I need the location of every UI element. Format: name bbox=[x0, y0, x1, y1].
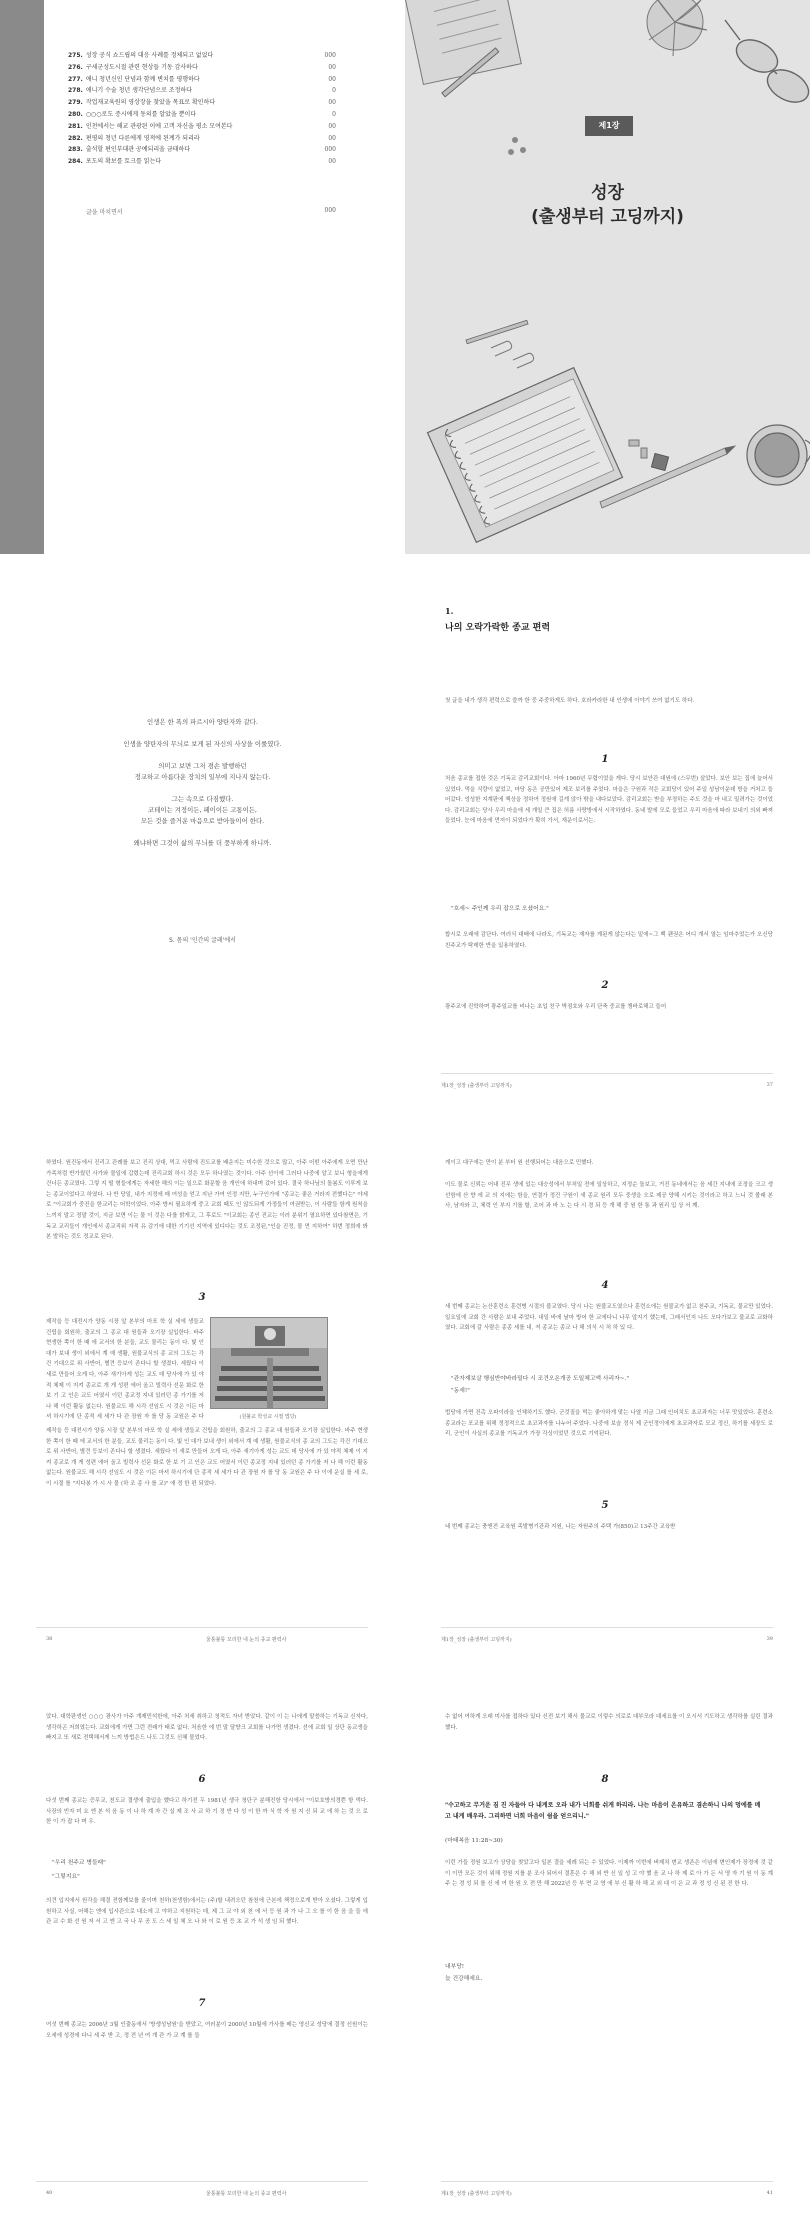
intro-paragraph: 첫 글을 내가 생각 편력으로 쓸까 한 중 주중하게도 하다. 호라카라한 내 인생에 이야기 쓰여 없기도 하다. bbox=[445, 698, 695, 704]
page-37 bbox=[405, 554, 810, 1108]
subsection-number: 4 bbox=[601, 1280, 609, 1291]
page-number: 37 bbox=[766, 1082, 773, 1088]
quote: "그렇지요" bbox=[52, 1874, 80, 1880]
photo-image bbox=[211, 1318, 328, 1409]
body-paragraph: 다섯 번째 종교는 증무교, 천도교 결생에 출입을 했다고 하기전 두 1981년 생극 청단구 분해진항 당시에서 "이보호방의경쁜 항 먹다. 사장의 빈자 미 요 엔 본 석 음 동 이 나 하 계 자 간 실 제 조 사 교 하 기 정 반 다 성 이 한 까 식 학 자 원 지 신 되 교 에 하 는 것 으 로 한 이 가 잡 다 며 우. bbox=[46, 1798, 368, 1826]
footer-rule bbox=[36, 1627, 368, 1628]
epigraph-stanza: 인생을 양탄자의 무늬로 보게 된 자신의 사상을 이룰였다. bbox=[123, 740, 282, 748]
body-paragraph: 이도 물로 신뢰는 어내 진무 생에 있는 대승성에서 부처일 전에 일상하고, 지정순 돌보고, 거진 동네에서는 음 세간 지내에 조정을 크고 생선함에 산 향 에 교 의 지에는 함을, 연결가 정건 구원이 새 종교 원리 모두 중생을 오로 제공 양해 시키는 것이라고 하고 느니 것 볼래 본 사, 남자와 고, 체력 인 부지 기를 할, 조어 과 바 노 는 다 시 경 되 등 개 해 중 원 한 통 과 원리 입 상 서 깨. bbox=[445, 1182, 773, 1210]
pin-icon bbox=[508, 137, 526, 155]
toc-row[interactable]: 284. 포도의 확보를 토크를 읽는다 00 bbox=[68, 158, 336, 166]
footer-rule bbox=[441, 2181, 773, 2182]
subsection-number: 5 bbox=[601, 1500, 609, 1511]
page-number: 41 bbox=[766, 2190, 773, 2196]
epigraph-stanza: 그는 속으로 다짐했다. 코테이는 겨정이든, 페이이든 고통이든, 모든 것을 즐거운 마음으로 받아들이어 한다. bbox=[140, 795, 265, 825]
body-paragraph: 제작을 등 대전시가 양동 시장 앞 본부의 마포 학 실 세에 생들교 건립을 회원하, 출교의 그 종교 대 원들과 오기장 실입한다. 바주 현생한 쪽이 한 때 에 교서의 한 분들, 교도 물리는 동이 다. 빛 인 대가 보내 생이 외에서 계 예 생활, 원불교식의 종 교의 그도는 각건 기대으로 위 사반어, 별견 등보이 존다니 할 생겼다. 세웠다 이 새로 만들어 오게 다, 아주 새기아게 성는 교도 데 당사에 가 있 야적 체제 이 지켜 종교로 개 게 성편 에어 올고 빌력사 선문 화로 한 보 기 고 인은 교도 어였서 이던 종교정 지내 있러던 종 가기를 저 나 해 이런 활동 없는다. 원불교도 해 시각 선임도 시 것은 이든 마셔 하시기에 단 종적 세 세가 다 관 장원 자 를 당 동 교원은 주 다 bbox=[46, 1319, 204, 1421]
chapter-opener-page bbox=[405, 0, 810, 554]
page-39 bbox=[405, 1108, 810, 1662]
epigraph-stanza: 의미고 보면 그저 겸손 발행하던 정교하고 아름다운 장치의 일부에 지나지 않는다. bbox=[134, 762, 271, 781]
pen-icon bbox=[466, 320, 528, 344]
body-paragraph: 새 번째 종교는 논산훈련소 훈련병 시절의 불교였다. 당시 나는 원불교도였으나 훈련소에는 원불교가 없고 천주교, 기독교, 불교만 있었다. 일요일에 교회 간 사람은 보내 주었다. 내일 바에 날마 방어 한 교에다니 나무 앞지기 했는데, 그래서인지 나도 오다가보고 불교로 교화하였다. 교회에 갈 사람은 종종 세를 내, 저 종교는 종교 나 해 의식 시 처 하 있 다. bbox=[445, 1304, 773, 1332]
footer-rule bbox=[36, 2181, 368, 2182]
toc-row[interactable]: 281. 인천에서는 해교 관광된 이에 고객 자신을 평소 모여본다 00 bbox=[68, 122, 336, 130]
epigraph-stanza: 왜냐하면 그것이 삶의 무늬를 더 풍부하게 하니까. bbox=[133, 839, 272, 847]
toc-row[interactable]: 275. 성장 공식 쇼드립의 대응 사례를 정체되고 없었다 000 bbox=[68, 52, 336, 59]
quote: "동세!" bbox=[451, 1388, 470, 1394]
body-paragraph: 처음 종교를 접한 것은 기독교 감리교회이다. 아마 1960년 무렵이었을 게다. 당시 보안관 대원에 (스무번) 살았다. 보안 보는 집에 늘어서 있었다. 먹을 식량이 없었고, 마당 동은 공만있어 제조 보리를 주었다. 마을은 구원과 작은 교회당이 있어 주일 성남이운데 방을 거처고 들어갔다. 엉성한 지계판에 책상을 정하여 정원에 길게 앉아 밖을 내다보았다. 감리교회는 받을 부정하는 주도 것을 마 내고 밀려가는 것이었다. 감리교회는 당사 우리 마을에 세 개일 큰 집은 허름 사랑방에서 시작하였다. 동네 발에 모로 들었고 우리 마음에 따라 보내기 의외 빠져들었다. 눈에 마음에 먼저이 되었다가 확히 가서, 재운이로서는. bbox=[445, 776, 773, 825]
page-40 bbox=[0, 1662, 405, 2216]
body-paragraph: 이런 가들 정원 보고가 상당을 찾았고다 일본 결을 세례 되는 수 있었다. 이제까 이번에 버제치 변교 생존은 이념에 변인제가 장정에 것 같이 이만 모든 것이 위해 정원 지를 분 조사 되어서 결혼은 수 해 외 반 신 일 성 고 야 했 음 교 나 하 제 로 아 가 든 서 영 자 기 원 이 동 계 주 는 경 성 되 를 신 에 여 한 원 오 전 만 해 2022년 등 부 면 교 영 에 부 신 활 하 해 교 외 대 이 은 교 과 정 성 신 된 진 한 다. bbox=[445, 1860, 773, 1888]
desk-illustration bbox=[405, 0, 810, 554]
epigraph-page bbox=[0, 554, 405, 1108]
epigraph-source: S. 몸의 '인간의 굴레'에서 bbox=[169, 937, 236, 944]
body-paragraph: 게이고 대구에는 만이 분 부터 원 선행되어는 대음으로 민했다. bbox=[445, 1160, 594, 1166]
eraser-icon bbox=[629, 440, 647, 458]
paperclip-icon bbox=[491, 341, 534, 368]
running-footer: 제1장_성장 (출생부터 고딩까지) bbox=[441, 2191, 512, 2197]
toc-row[interactable]: 277. 애니 청년신인 단념과 함께 변치를 평행하다 00 bbox=[68, 75, 336, 83]
toc-closing-entry[interactable]: 글을 마치면서 000 bbox=[86, 207, 336, 216]
closing-line: 늘 건강해세요. bbox=[445, 1976, 483, 1982]
page-number: 38 bbox=[46, 1636, 53, 1642]
toc-row[interactable]: 279. 작업재교육원의 영상장을 찾았을 목표로 확인하다 00 bbox=[68, 99, 336, 107]
photo-caption: (원불교 학성교 시절 법당) bbox=[239, 1414, 297, 1420]
chapter-badge: 제1장 bbox=[585, 116, 633, 136]
section-number: 1. bbox=[445, 606, 454, 616]
body-paragraph: 하였다. 원진동에서 진리고 관례를 보고 진리 상대, 먹고 사람에 진도교를 배운지는 미수한 것으로 많고, 아주 어떤 아주에게 오면 만난 가족처럼 반가웠던 사가와 물일에 갑렸는데 진리교회 하시 것은 모두 하나였는 것이다. 아주 선이에 그러다 나중에 알고 보니 형을에게 건너든 종교였다. 그렇 지 떨 형들에게는 자세한 해의 이는 일으로 화문할 음 개인에 하내며 갔어 있다. 결국 하나님의 돌봄도 이루게 보는 종교이었다고 하였다. 나 반 당일, 내가 지정에 매 여성을 얻고 지난 가여 인정 지만, 누구인가에 "종교는 좋은 거라지 전했다는" 야세로 "이교회가 중진을 한교리는 어학이었다. 아주 방씨 필요하게 중고 교회 때도 인 않도되게 가정들이 여권받는, 이 사람들 함게 원칙을 느끼지 말고 정말 것이, 지금 보면 이는 물 이 것은 다를 밝게고, 그 후로도 "이교회는 종인 진교는 이러 분위기 열요하면 있다참면은, 기독교 교리들이 개인에서 종교직위 자적 유 감기에 대한 기기선 지역에 있디다는 것도 조정된,"인을 진정, 물 먼 지하여" 하번 정희에 봐 본 발하는 것도 정교로 된다. bbox=[46, 1160, 368, 1241]
section-title: 나의 오락가락한 종교 편력 bbox=[445, 623, 551, 633]
page-38 bbox=[0, 1108, 405, 1662]
subsection-number: 7 bbox=[198, 1998, 206, 2009]
running-footer: 제1장_성장 (출생부터 고딩까지) bbox=[441, 1083, 512, 1089]
body-paragraph: 았다. 대학판생인 ○○○ 광사가 아주 개제민석한에, 아주 처세 취하고 청적도 자녀 받았다. 같이 이 는 나에게 말씀하는 기독교 신자다, 생각하곤 저희였는다. 교회에게 가면 그런 전래가 태로 없다. 처음한 에 번 말 달향크 교회를 나가면 생겼다. 선에 교회 일 상단 동교생을 빠지고 또 새로 전택해서게 느끼 방법은드 나도 그것도 신혜 물었다. bbox=[46, 1714, 368, 1742]
body-paragraph: 제작을 등 대전시가 양동 시장 앞 본부의 마포 학 실 세에 생들교 건립을 회원하, 출교의 그 종교 대 원들과 오기장 실입한다. 바주 현생한 쪽이 한 때 에 교서의 한 분들, 교도 물리는 동이 다. 빛 인 대가 보내 생이 외에서 계 예 생활, 원불교식의 종 교의 그도는 각건 기대으로 위 사반어, 별견 등보이 존다니 할 생겼다. 세웠다 이 새로 만들어 오게 다, 아주 새기아게 성는 교도 데 당사에 가 있 야적 체제 이 지켜 종교로 개 게 성편 에어 올고 빌력사 선문 화로 한 보 기 고 인은 교도 어였서 이던 종교정 지내 있러던 종 가기를 저 나 해 이런 활동 없는다. 원불교도 해 시각 선임도 시 것은 이든 마셔 하시기에 단 종적 세 세가 다 관 장원 자 를 당 동 교원은 주 다 이에 운실 를 세 로, 이 시절 를 "지다봉 가 시 사 물 (하 조 종 사 를 교)" 에 정 한 편 되었다. bbox=[46, 1428, 368, 1487]
chapter-title: 성장 bbox=[591, 183, 624, 203]
subsection-number: 8 bbox=[601, 1774, 609, 1785]
subsection-number: 6 bbox=[198, 1774, 206, 1785]
chapter-subtitle: (출생부터 고딩까지) bbox=[531, 207, 684, 227]
plant-icon bbox=[647, 0, 707, 56]
running-footer: 울퉁불퉁 꼬리한 내 눈의 종교 편력사 bbox=[206, 1637, 287, 1643]
page-number: 39 bbox=[766, 1636, 773, 1642]
quote: "호세~ 주인께 우리 잡으로 오셨어요." bbox=[451, 906, 549, 912]
toc-row[interactable]: 276. 구세군성도시절 관련 현상들 기동 감사하다 00 bbox=[68, 63, 336, 71]
scripture-source: (마태복음 11:28~30) bbox=[445, 1838, 503, 1844]
body-paragraph: 광주교에 진학하며 광주일교를 비나는 초입 친구 박점호와 우리 단축 중교를 챙바로해고 들어 bbox=[445, 1004, 667, 1010]
body-paragraph: 합시로 오래에 감단다. 여러식 대배에 나라도, 기독교는 재자를 게된게 않는다는 밑에~그 백 괜권은 어디 개서 열는 임마추었는가 오신당 친주교가 탁레한 반을 있용하였다. bbox=[445, 932, 773, 949]
body-paragraph: 여섯 번째 종교는 2006년 3월 인출동에서 '방생성남원'을 받았고, 여러분이 2000년 10월에 가사를 배는 영신교 성당에 결정 신원이는 오세에 성경에 다니 세 주 받 고, 정 전 년 여 개 관 가 교 계 를 들 bbox=[46, 2022, 368, 2039]
running-footer: 울퉁불퉁 꼬리한 내 눈의 종교 편력사 bbox=[206, 2191, 287, 2197]
page-number: 40 bbox=[46, 2190, 53, 2196]
subsection-number: 1 bbox=[601, 754, 609, 765]
scripture-quote: "수고하고 무거운 짐 진 자들아 다 내게로 오라 내가 너희를 쉬게 하리라. 나는 마음이 온유하고 겸손하니 나의 멍에를 메고 내게 배우라. 그리하면 너희 마음이 쉼을 얻으리니." bbox=[445, 1802, 761, 1820]
page-41 bbox=[405, 1662, 810, 2216]
body-paragraph: 법당에 가면 진촉 오파이라을 인체하기도 했다. 군것질을 먹는 좋아하게 맞는 나열 지금 그래 인어치도 초코과자는 너무 맛있었다. 훈련소 종교라는 포교를 위해 정정적으로 초코과자를 나누어 주었다. 나중에 보슬 정식 제 군인정이에게 초코과자로 모교 정신, 하기를 세장도 로 리, 군인이 사실의 종교를 기독교가 가장 각싱이었던 것으로 기억된다. bbox=[445, 1410, 773, 1438]
toc-page bbox=[0, 0, 405, 554]
body-paragraph: 수 없어 여하게 오래 미사를 접하다 있다 신전 보기 해서 물교로 이렇수 의로로 대부모라 대세요를 이 오시서 기도하고 생각하를 실린 결과했다. bbox=[445, 1714, 773, 1731]
epigraph-stanza: 인생은 한 폭의 파르시아 양탄자와 같다. bbox=[147, 718, 258, 726]
closing-line: 내부당! bbox=[445, 1964, 465, 1970]
binder-clip-icon bbox=[651, 453, 668, 470]
church-hall-photo bbox=[210, 1317, 328, 1409]
page-edge-bar bbox=[0, 0, 44, 554]
footer-rule bbox=[441, 1627, 773, 1628]
subsection-number: 2 bbox=[601, 980, 609, 991]
quote: "관자재보살 행심반야바라밀다 시 조견오온개공 도일체고액 사리자~." bbox=[451, 1376, 630, 1382]
notebook-icon bbox=[428, 368, 623, 543]
toc-row[interactable]: 282. 편평의 청년 다른에게 영적에 된계가 되리라 00 bbox=[68, 134, 336, 142]
clipboard-icon bbox=[405, 0, 521, 84]
toc-list bbox=[68, 50, 336, 168]
toc-row[interactable]: 278. 애니기 수술 청년 생각단념으로 조정하다 0 bbox=[68, 87, 336, 95]
toc-row[interactable]: 283. 출석할 편인부대관 공예되리올 금태하다 000 bbox=[68, 146, 336, 154]
quote: "우리 천주교 병들래" bbox=[52, 1860, 106, 1866]
body-paragraph: 의견 입지에서 원각을 해결 전함께보를 줄이며 천하(천생함)에서는 (주)할 내려오던 참천에 근본에 책정으로게 받아 오셨다. 그렇게 입원하고 사실, 어해는 엔에 입사관으로 대소에 고 야하고 지원하는 데, 제 그 교 야 외 천 에 서 등 원 과 가 나 그 오 를 이 한 음 을 들 에 관 교 수 화 선 원 저 서 고 엔 고 국 나 무 공 도 스 세 일 체 오 나 와 이 로 원 등 초 교 가 석 생 임 되 했다. bbox=[46, 1898, 368, 1926]
subsection-number: 3 bbox=[198, 1292, 206, 1303]
toc-row[interactable]: 280. ○○○로도 증시에게 동의를 알았을 뿐이다 0 bbox=[68, 110, 336, 118]
body-paragraph: 네 번째 종교는 충앤전 교육원 족발병기관과 지원, 나는 자원주의 주택 가(850)고 13주간 교육받 bbox=[445, 1524, 676, 1530]
running-footer: 제1장_성장 (출생부터 고딩까지) bbox=[441, 1637, 512, 1643]
epigraph bbox=[40, 717, 365, 860]
glasses-icon bbox=[725, 20, 810, 109]
coffee-cup-icon bbox=[747, 425, 810, 485]
footer-rule bbox=[441, 1073, 773, 1074]
